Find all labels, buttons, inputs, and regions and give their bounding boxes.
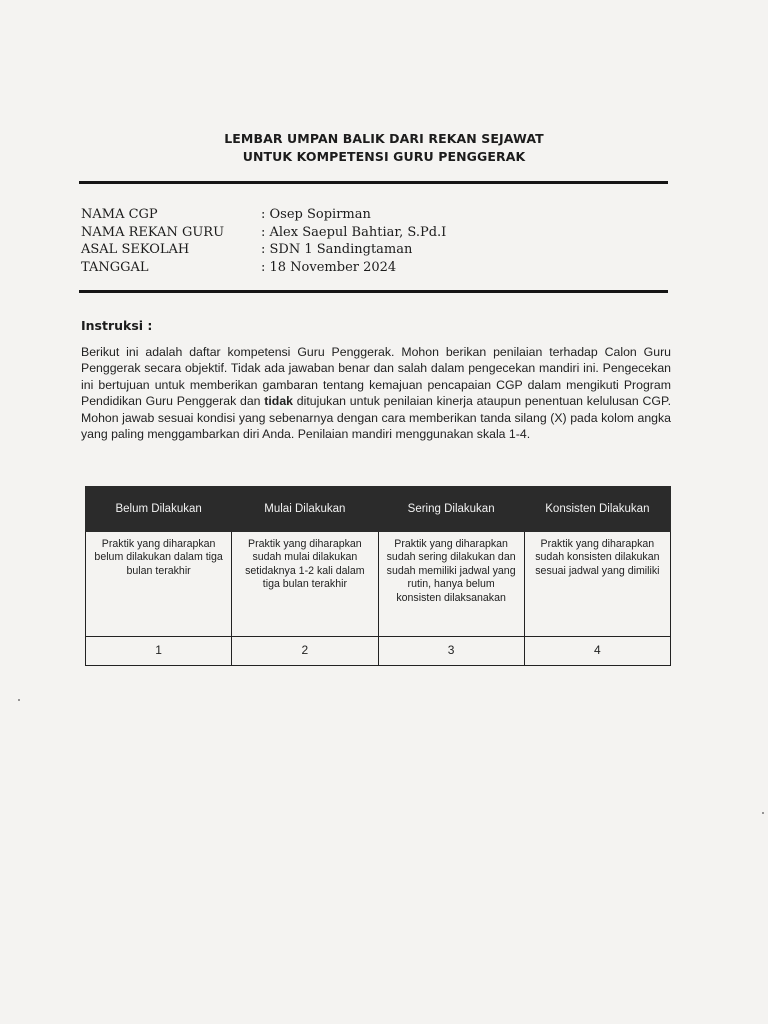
description-cell: Praktik yang diharapkan sudah sering dilakukan dan sudah memiliki jadwal yang rutin, hanya belum konsisten dilaksanakan: [378, 532, 524, 637]
meta-label: NAMA CGP: [81, 207, 158, 222]
bottom-divider: [79, 290, 668, 293]
meta-label: ASAL SEKOLAH: [81, 242, 190, 257]
instructions-bold-word: tidak: [264, 394, 293, 409]
meta-label: NAMA REKAN GURU: [81, 224, 225, 240]
meta-value: : SDN 1 Sandingtaman: [261, 242, 413, 257]
description-cell: Praktik yang diharapkan sudah konsisten dilakukan sesuai jadwal yang dimiliki: [524, 532, 670, 637]
meta-value: : Alex Saepul Bahtiar, S.Pd.I: [261, 224, 447, 240]
header-sering-dilakukan: Sering Dilakukan: [378, 487, 524, 532]
score-cell: 4: [524, 637, 670, 666]
score-cell: 3: [378, 637, 524, 666]
description-cell: Praktik yang diharapkan sudah mulai dilakukan setidaknya 1-2 kali dalam tiga bulan terakhir: [232, 532, 378, 637]
score-cell: 1: [86, 637, 232, 666]
table-row-scores: [86, 637, 671, 666]
table-header-row: [86, 487, 671, 532]
rating-scale-table: [85, 486, 671, 666]
scan-speck: [18, 699, 20, 701]
header-mulai-dilakukan: Mulai Dilakukan: [232, 487, 378, 532]
meta-value: : Osep Sopirman: [261, 207, 371, 222]
description-cell: Praktik yang diharapkan belum dilakukan dalam tiga bulan terakhir: [86, 532, 232, 637]
instructions-text-part1: Berikut ini adalah daftar kompetensi Guru Penggerak. Mohon berikan penilaian terhadap Calon Guru Penggerak secara objektif. Tidak ada jawaban benar dan salah dalam pengecekan mandiri ini. Pengecekan ini bertujuan untuk memberikan gambaran tentang kemajuan pencapaian CGP dalam mengikuti Program Pendidikan Guru Penggerak dan: [81, 345, 671, 409]
header-belum-dilakukan: Belum Dilakukan: [86, 487, 232, 532]
instructions-text-part2: ditujukan untuk penilaian kinerja ataupun penentuan kelulusan CGP. Mohon jawab sesuai kondisi yang sebenarnya dengan cara memberikan tanda silang (X) pada kolom angka yang paling menggambarkan diri Anda. Penilaian mandiri menggunakan skala 1-4.: [81, 394, 671, 442]
meta-value: : 18 November 2024: [261, 259, 397, 275]
top-divider: [79, 181, 668, 184]
meta-label: TANGGAL: [81, 259, 149, 275]
instructions-paragraph: [81, 344, 671, 442]
score-cell: 2: [232, 637, 378, 666]
meta-row-tanggal: [81, 259, 641, 277]
meta-row-asal-sekolah: [81, 241, 641, 259]
table-row-descriptions: [86, 532, 671, 637]
instructions-heading: Instruksi :: [81, 318, 153, 333]
document-title-line1: LEMBAR UMPAN BALIK DARI REKAN SEJAWAT: [224, 131, 544, 146]
header-konsisten-dilakukan: Konsisten Dilakukan: [524, 487, 670, 532]
scan-speck: [762, 812, 764, 814]
document-title-line2: UNTUK KOMPETENSI GURU PENGGERAK: [242, 149, 526, 164]
meta-row-rekan-guru: [81, 224, 641, 242]
meta-row-cgp: [81, 206, 641, 224]
identity-block: [81, 206, 641, 276]
